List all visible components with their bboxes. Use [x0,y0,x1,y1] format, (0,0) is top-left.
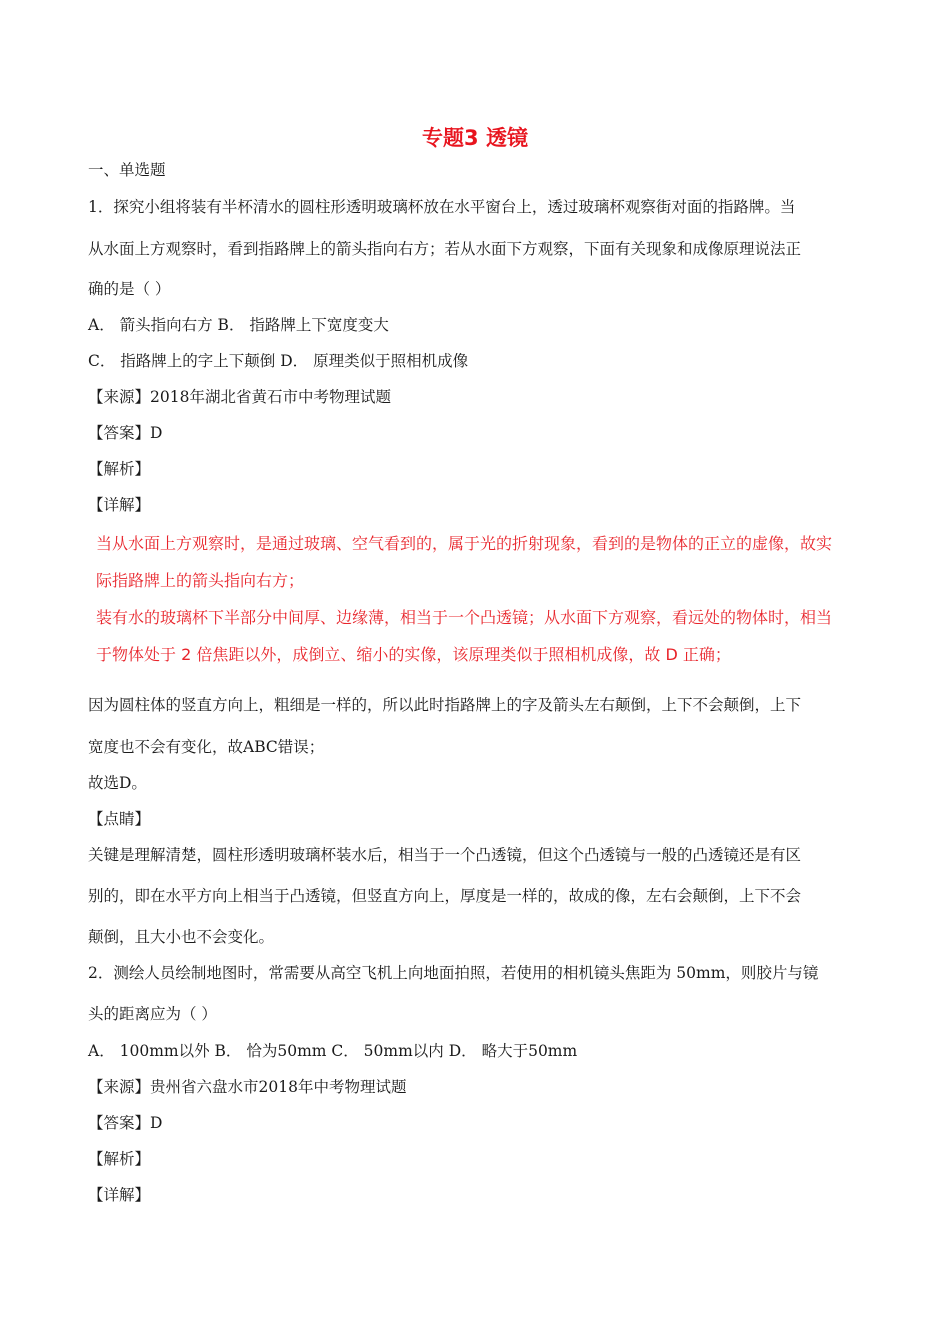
q1-detail-red-line-1: 当从水面上方观察时，是通过玻璃、空气看到的，属于光的折射现象，看到的是物体的正立的虚像，故实 [96,534,833,553]
q1-comment-heading: 【点睛】 [88,810,151,828]
q1-comment-line-1: 关键是理解清楚，圆柱形透明玻璃杯装水后，相当于一个凸透镜，但这个凸透镜与一般的凸透镜还是有区 [88,846,802,864]
q1-detail-red-line-3: 装有水的玻璃杯下半部分中间厚、边缘薄，相当于一个凸透镜；从水面下方观察，看远处的物体时，相当 [96,608,833,627]
q1-stem-line-3: 确的是（ ） [88,280,171,298]
q2-stem-line-1: 2．测绘人员绘制地图时，常需要从高空飞机上向地面拍照，若使用的相机镜头焦距为 50mm，则胶片与镜 [88,964,819,982]
q2-answer: 【答案】D [88,1114,163,1132]
q1-options-line-1: A． 箭头指向右方 B． 指路牌上下宽度变大 [88,316,389,334]
q2-analysis-heading: 【解析】 [88,1150,151,1168]
q1-explanation-line-1: 因为圆柱体的竖直方向上，粗细是一样的，所以此时指路牌上的字及箭头左右颠倒，上下不会颠倒，上下 [88,696,802,714]
q1-detail-red-line-2: 际指路牌上的箭头指向右方； [96,571,305,590]
q1-comment-line-3: 颠倒，且大小也不会变化。 [88,928,275,946]
q2-stem-line-2: 头的距离应为（ ） [88,1005,217,1023]
q1-options-line-2: C． 指路牌上的字上下颠倒 D． 原理类似于照相机成像 [88,352,469,370]
q1-explanation-line-2: 宽度也不会有变化，故ABC错误； [88,738,325,756]
section-heading: 一、单选题 [88,161,166,179]
q2-source: 【来源】贵州省六盘水市2018年中考物理试题 [88,1078,407,1096]
q1-analysis-heading: 【解析】 [88,460,151,478]
page-title: 专题3 透镜 [422,126,528,150]
q1-conclusion: 故选D。 [88,774,147,792]
q1-detail-red-line-4: 于物体处于 2 倍焦距以外，成倒立、缩小的实像，该原理类似于照相机成像，故 D 正确； [96,645,731,664]
q2-detail-heading: 【详解】 [88,1186,151,1204]
q1-comment-line-2: 别的，即在水平方向上相当于凸透镜，但竖直方向上，厚度是一样的，故成的像，左右会颠倒，上下不会 [88,887,802,905]
q1-stem-line-2: 从水面上方观察时，看到指路牌上的箭头指向右方；若从水面下方观察，下面有关现象和成像原理说法正 [88,240,802,258]
q1-stem-line-1: 1．探究小组将装有半杯清水的圆柱形透明玻璃杯放在水平窗台上，透过玻璃杯观察街对面的指路牌。当 [88,198,796,216]
q1-source: 【来源】2018年湖北省黄石市中考物理试题 [88,388,391,406]
q1-detail-heading: 【详解】 [88,496,151,514]
q1-answer: 【答案】D [88,424,163,442]
q2-options: A． 100mm以外 B． 恰为50mm C． 50mm以内 D． 略大于50mm [88,1042,578,1060]
